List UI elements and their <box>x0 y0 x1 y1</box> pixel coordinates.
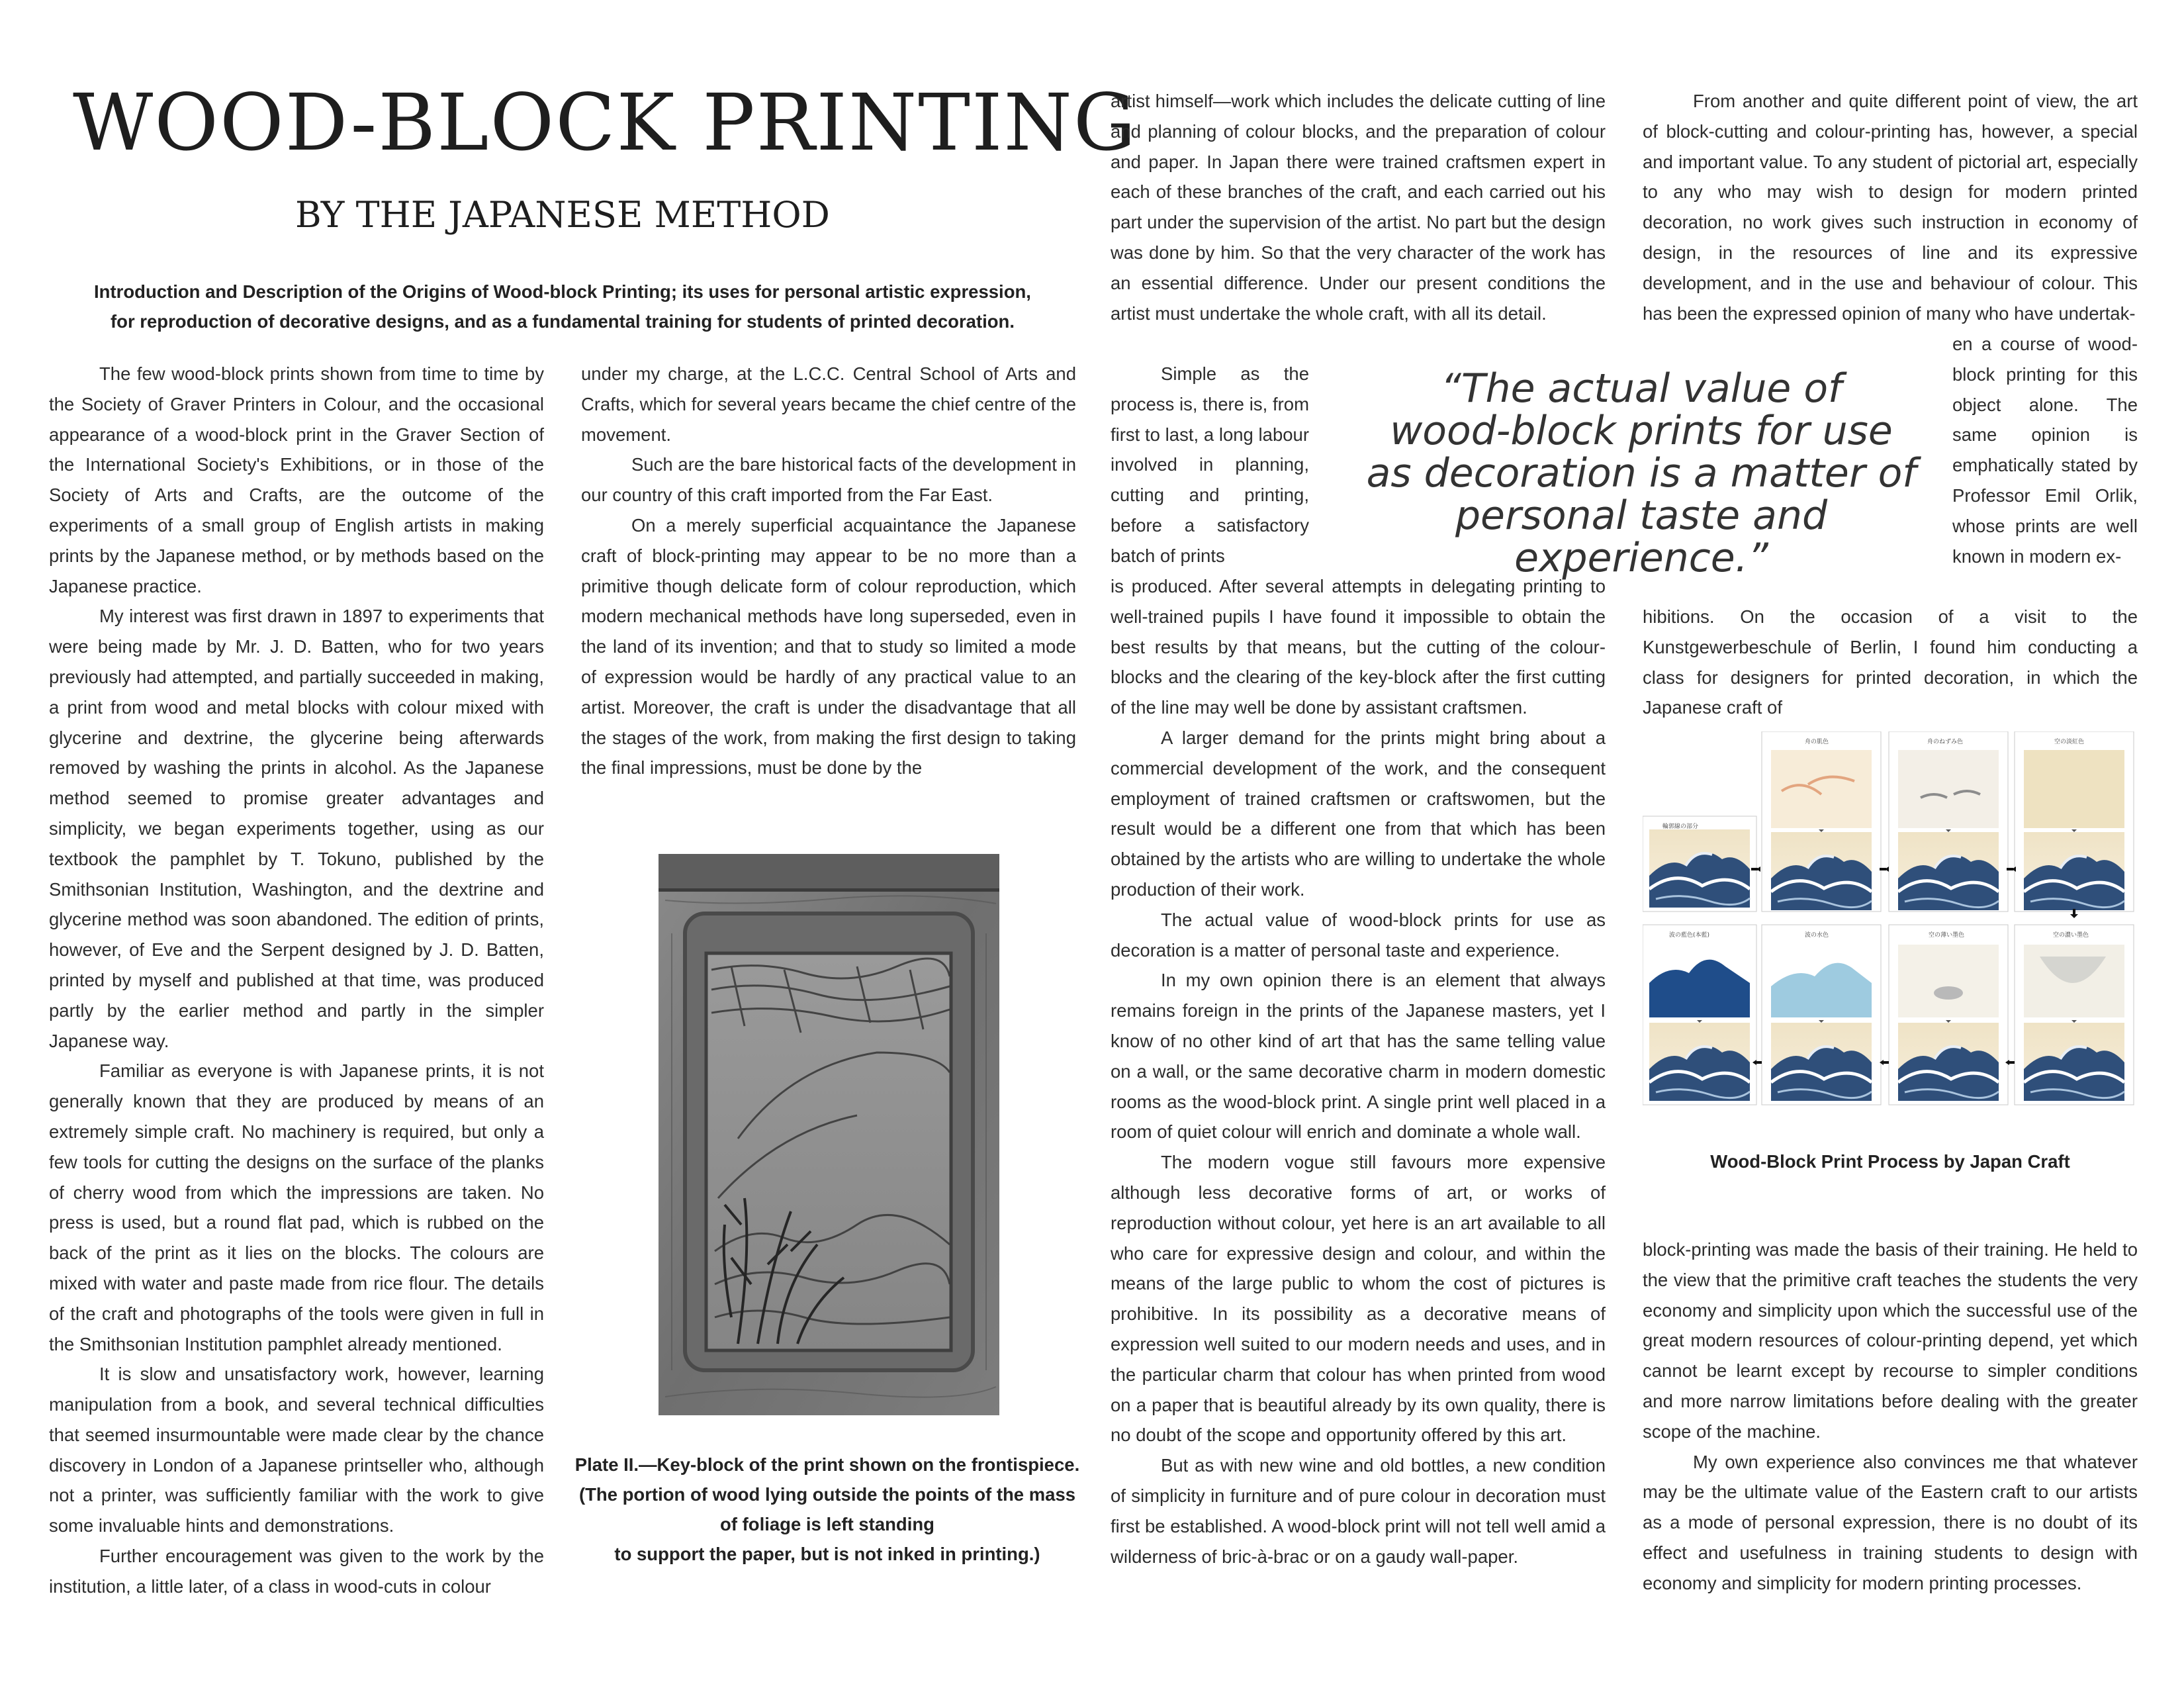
quote-line: “The actual value of <box>1440 365 1843 412</box>
quote-line: personal taste and experience.” <box>1455 492 1828 581</box>
paragraph: under my charge, at the L.C.C. Central School of Arts and Crafts, which for several years became the chief centre of the movement. <box>581 363 1076 445</box>
paragraph: But as with new wine and old bottles, a new condition of simplicity in furniture and of pure colour in decoration must first be established. A wood-block print will not tell well amid a wilderness of bric-à-brac or on a gaudy wall-paper. <box>1111 1455 1606 1567</box>
process-label: 空の淡紅色 <box>2054 739 2085 745</box>
paragraph: hibitions. On the occasion of a visit to the Kunstgewerbeschule of Berlin, I found him conducting a class for designers for printed decoration, in which the Japanese craft of <box>1643 606 2138 718</box>
paragraph: My own experience also convinces me that whatever may be the ultimate value of the Eastern craft to our artists as a mode of personal expression, there is no doubt of its effect and usefulness in training students to design with economy and simplicity for modern printing processes. <box>1643 1451 2138 1593</box>
plate-caption <box>569 1450 1085 1569</box>
paragraph: The actual value of wood-block prints for use as decoration is a matter of personal taste and experience. <box>1111 909 1606 961</box>
caption-line: Plate II.—Key-block of the print shown on the frontispiece. <box>574 1454 1080 1475</box>
column-3-top <box>1111 86 1606 328</box>
intro-line: for reproduction of decorative designs, and as a fundamental training for students of printed decoration. <box>111 311 1015 332</box>
caption-line: to support the paper, but is not inked in printing.) <box>614 1544 1040 1564</box>
column-4-wrap <box>1952 329 2138 571</box>
key-block-plate-image <box>659 854 999 1415</box>
paragraph: From another and quite different point of view, the art of block-cutting and colour-printing has, however, a special and important value. To any student of pictorial art, especially to any who may wish to design for modern printed decoration, no work gives such instruction in economy of design, in the resources of line and its expressive development, and in the use and behaviour of colour. This has been the expressed opinion of many who have undertak- <box>1643 91 2138 324</box>
intro-line: Introduction and Description of the Origins of Wood-block Printing; its uses for personal artistic expression, <box>94 281 1031 302</box>
paragraph: Such are the bare historical facts of the development in our country of this craft imported from the Far East. <box>581 454 1076 506</box>
process-label: 舟の肌色 <box>1805 739 1829 745</box>
paragraph: The few wood-block prints shown from time to time by the Society of Graver Printers in Colour, and the occasional appearance of a wood-block print in the Graver Section of the International Society's Exhibitions, or in those of the Society of Arts and Crafts, are the outcome of the experiments of a small group of English artists in making prints by the Japanese method, or by methods based on the Japanese practice. <box>49 363 544 596</box>
paragraph: It is slow and unsatisfactory work, however, learning manipulation from a book, and several technical difficulties that seemed insurmountable were made clear by the chance discovery in London of a Japanese printseller who, although not a printer, was sufficiently familiar with the work to give some invaluable hints and demonstrations. <box>49 1364 544 1536</box>
page-title: WOOD-BLOCK PRINTING <box>73 77 1138 168</box>
column-1 <box>49 359 544 1602</box>
process-caption: Wood-Block Print Process by Japan Craft <box>1710 1151 2070 1172</box>
column-4-mid <box>1643 602 2138 723</box>
column-2 <box>581 359 1076 783</box>
process-label: 輪郭線の部分 <box>1662 823 1699 830</box>
pull-quote <box>1350 367 1933 579</box>
quote-line: wood-block prints for use <box>1390 408 1893 454</box>
process-label: 空の濃い墨色 <box>2053 932 2089 939</box>
paragraph: Further encouragement was given to the work by the institution, a little later, of a class in wood-cuts in colour <box>49 1546 544 1597</box>
intro-text <box>60 277 1066 336</box>
process-label: 波の藍色(本藍) <box>1669 932 1710 939</box>
process-label: 波の水色 <box>1805 932 1829 939</box>
paragraph: A larger demand for the prints might bring about a commercial development of the work, and the consequent employment of trained craftsmen or craftswomen, but the result would be a different one from that which has been obtained by the artists who are willing to undertake the whole production of their work. <box>1111 727 1606 900</box>
paragraph: artist himself—work which includes the delicate cutting of line and planning of colour blocks, and the preparation of colour and paper. In Japan there were trained craftsmen expert in each of these branches of the craft, and each carried out his part under the supervision of the artist. No part but the design was done by him. So that the very character of the work has an essential difference. Under our present conditions the artist must undertake the whole craft, with all its detail. <box>1111 91 1606 324</box>
page-subtitle: BY THE JAPANESE METHOD <box>295 194 830 236</box>
paragraph: Simple as the process is, there is, from first to last, a long labour involved in planning, cutting and printing, before a satisfactory batch of prints <box>1111 363 1309 566</box>
paragraph: block-printing was made the basis of their training. He held to the view that the primitive craft teaches the students the very economy and simplicity upon which the successful use of the great modern resources of colour-printing depend, yet which cannot be learnt except by recourse to simpler conditions and more narrow limitations before dealing with the greater scope of the machine. <box>1643 1239 2138 1442</box>
column-3-wrap <box>1111 359 1309 571</box>
quote-line: as decoration is a matter of <box>1366 450 1917 496</box>
paragraph: On a merely superficial acquaintance the Japanese craft of block-printing may appear to be no more than a primitive though delicate form of colour reproduction, which modern mechanical methods have long superseded, even in the land of its invention; and that to study so limited a mode of expression would be hardly of any practical value to an artist. Moreover, the craft is under the disadvantage that all the stages of the work, from making the first design to taking the final impressions, must be done by the <box>581 514 1076 778</box>
column-3-rest <box>1111 571 1606 1571</box>
print-process-diagram <box>1643 731 2138 1114</box>
paragraph: Familiar as everyone is with Japanese prints, it is not generally known that they are produced by means of an extremely simple craft. No machinery is required, but only a few tools for cutting the designs on the surface of the planks of cherry wood from which the impressions are taken. No press is used, but a round flat pad, which is rubbed on the back of the print as it lies on the blocks. The colours are mixed with water and paste made from rice flour. The details of the craft and photographs of the tools were given in full in the Smithsonian Institution pamphlet already mentioned. <box>49 1060 544 1354</box>
paragraph: en a course of wood-block printing for this object alone. The same opinion is emphatically stated by Professor Emil Orlik, whose prints are well known in modern ex- <box>1952 334 2138 567</box>
column-4-top <box>1643 86 2138 328</box>
paragraph: My interest was first drawn in 1897 to experiments that were being made by Mr. J. D. Batten, who for two years previously had attempted, and partially succeeded in making, a print from wood and metal blocks with colour mixed with glycerine and dextrine, the glycerine being afterwards removed by washing the prints in alcohol. As the Japanese method seemed to promise greater advantages and simplicity, we began experiments together, using as our textbook the pamphlet by T. Tokuno, published by the Smithsonian Institution, Washington, and the dextrine and glycerine method was soon abandoned. The edition of prints, however, of Eve and the Serpent designed by J. D. Batten, printed by myself and published at that time, was produced partly by the earlier method and partly in the simpler Japanese way. <box>49 606 544 1051</box>
column-4-rest <box>1643 1235 2138 1599</box>
paragraph: The modern vogue still favours more expensive although less decorative forms of art, or works of reproduction without colour, yet here is an art available to all who care for expressive design and colour, and within the means of the large public to whom the cost of pictures is prohibitive. In its possibility as a decorative means of expression well suited to our modern needs and uses, and in the particular charm that colour has when printed from wood on a paper that is beautiful already by its own quality, there is no doubt of the scope and opportunity offered by this art. <box>1111 1152 1606 1446</box>
caption-line: of foliage is left standing <box>720 1514 934 1534</box>
paragraph: is produced. After several attempts in delegating printing to well-trained pupils I have found it impossible to obtain the best results by that means, but the cutting of the colour-blocks and the clearing of the key-block after the first cutting of the line may well be done by assistant craftsmen. <box>1111 576 1606 718</box>
process-label: 空の薄い墨色 <box>1929 932 1965 939</box>
process-label: 舟のねずみ色 <box>1927 739 1964 745</box>
caption-line: (The portion of wood lying outside the points of the mass <box>578 1484 1076 1505</box>
paragraph: In my own opinion there is an element that always remains foreign in the prints of the Japanese masters, yet I know of no other kind of art that has the same telling value on a wall, or the same decorative charm in modern domestic rooms as the wood-block print. A single print well placed in a room of quiet colour will enrich and dominate a whole wall. <box>1111 970 1606 1143</box>
